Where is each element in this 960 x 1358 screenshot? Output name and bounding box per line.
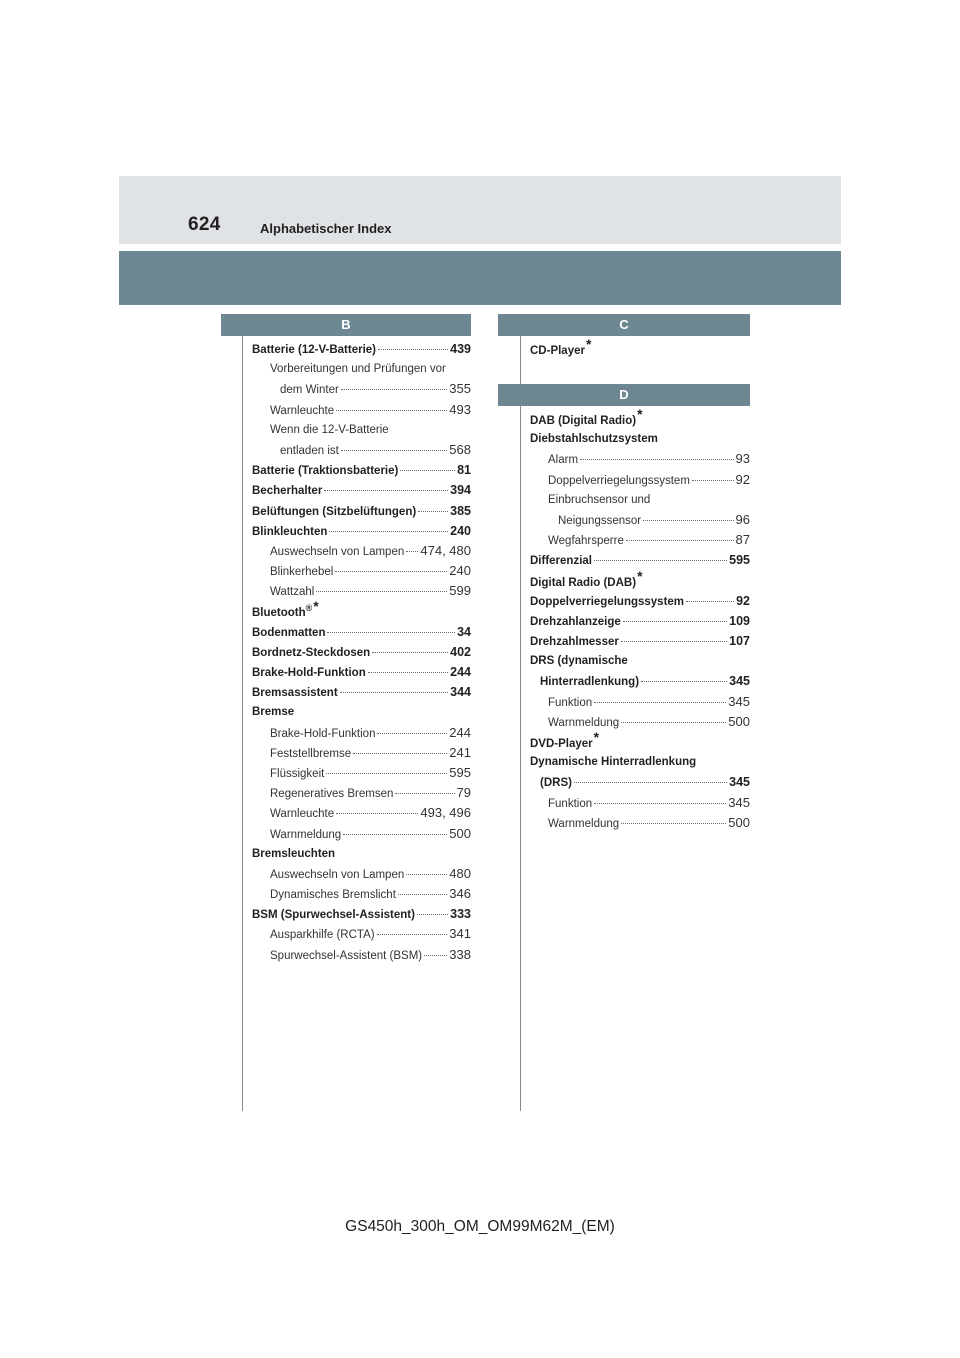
index-entry-label: Diebstahlschutzsystem bbox=[530, 433, 658, 446]
index-entry bbox=[530, 712, 750, 732]
index-entry bbox=[252, 844, 471, 864]
header-band bbox=[119, 176, 841, 244]
index-entry-page: 599 bbox=[449, 583, 471, 599]
index-entry-label: Doppelverriegelungssystem bbox=[530, 595, 685, 608]
index-entry bbox=[252, 904, 471, 924]
index-entry-page: 344 bbox=[450, 685, 471, 700]
index-entry-label: Bluetooth bbox=[252, 607, 306, 620]
index-entry-label: Warnleuchte bbox=[270, 808, 335, 821]
index-entry-label: (DRS) bbox=[540, 777, 572, 790]
dot-leader bbox=[316, 591, 447, 592]
index-entry bbox=[252, 379, 471, 399]
dot-leader bbox=[418, 511, 448, 512]
index-entry-page: 96 bbox=[735, 511, 750, 527]
footnote-star: * bbox=[637, 567, 643, 584]
index-entry-label: Bremse bbox=[252, 706, 295, 719]
index-entry bbox=[530, 752, 750, 772]
dot-leader bbox=[343, 834, 447, 835]
index-entry bbox=[252, 945, 471, 965]
dot-leader bbox=[353, 753, 447, 754]
index-entry-page: 345 bbox=[728, 794, 750, 810]
dot-leader bbox=[398, 894, 447, 895]
index-entry bbox=[252, 581, 471, 601]
index-entry-label: DVD-Player bbox=[530, 738, 593, 750]
dot-leader bbox=[324, 490, 448, 491]
dot-leader bbox=[377, 934, 448, 935]
index-list-b bbox=[252, 339, 471, 965]
dot-leader bbox=[326, 773, 447, 774]
index-entry-page: 93 bbox=[735, 451, 750, 467]
index-entry-page: 244 bbox=[449, 724, 471, 740]
dot-leader bbox=[594, 560, 727, 561]
dot-leader bbox=[368, 672, 448, 673]
dot-leader bbox=[580, 459, 734, 460]
index-entry bbox=[252, 521, 471, 541]
dot-leader bbox=[341, 389, 448, 390]
index-entry-label: Digital Radio (DAB) bbox=[530, 576, 637, 589]
index-entry-label: Doppelverriegelungssystem bbox=[548, 474, 690, 487]
dot-leader bbox=[335, 571, 447, 572]
index-entry-label: Neigungssensor bbox=[558, 514, 642, 527]
index-entry bbox=[252, 743, 471, 763]
right-column-rule bbox=[520, 314, 521, 1111]
dot-leader bbox=[641, 681, 727, 682]
dot-leader bbox=[372, 652, 448, 653]
index-entry bbox=[252, 682, 471, 702]
index-entry-label: Einbruchsensor und bbox=[548, 493, 651, 506]
index-entry-page: 92 bbox=[735, 471, 750, 487]
index-entry bbox=[530, 793, 750, 813]
index-entry bbox=[530, 567, 750, 591]
index-entry-label: Wenn die 12-V-Batterie bbox=[270, 423, 389, 436]
index-entry-page: 240 bbox=[450, 523, 471, 538]
index-entry-page: 568 bbox=[449, 441, 471, 457]
index-entry-page: 595 bbox=[449, 764, 471, 780]
index-entry bbox=[530, 336, 750, 359]
index-entry bbox=[252, 924, 471, 944]
index-entry-page: 500 bbox=[728, 713, 750, 729]
index-entry-label: Wegfahrsperre bbox=[548, 535, 624, 548]
index-entry bbox=[530, 429, 750, 449]
index-entry-label: Differenzial bbox=[530, 555, 592, 568]
index-entry bbox=[252, 420, 471, 440]
index-entry-label: Brake-Hold-Funktion bbox=[252, 667, 366, 679]
index-entry-page: 244 bbox=[450, 665, 471, 679]
left-column-rule bbox=[242, 314, 243, 1111]
index-entry-page: 480 bbox=[449, 865, 471, 881]
section-heading-d: D bbox=[498, 384, 750, 406]
dot-leader bbox=[621, 823, 726, 824]
header-title: Alphabetischer Index bbox=[260, 221, 392, 236]
index-entry-label: Batterie (Traktionsbatterie) bbox=[252, 465, 399, 478]
index-entry-label: Drehzahlmesser bbox=[530, 636, 619, 649]
index-entry-label: DAB (Digital Radio) bbox=[530, 415, 637, 427]
index-entry-page: 493 bbox=[449, 401, 471, 417]
index-entry-label: Warnmeldung bbox=[270, 828, 342, 841]
dot-leader bbox=[623, 621, 727, 622]
index-entry-label: Warnleuchte bbox=[270, 404, 335, 417]
index-entry bbox=[530, 470, 750, 490]
index-entry-label: Drehzahlanzeige bbox=[530, 615, 621, 628]
index-entry bbox=[530, 591, 750, 611]
index-entry bbox=[530, 611, 750, 631]
dot-leader bbox=[626, 540, 734, 541]
index-entry bbox=[252, 824, 471, 844]
index-entry-label: Becherhalter bbox=[252, 485, 323, 498]
dot-leader bbox=[692, 480, 734, 481]
index-entry bbox=[530, 772, 750, 792]
dot-leader bbox=[406, 551, 418, 552]
index-entry-label: Bordnetz-Steckdosen bbox=[252, 646, 371, 659]
index-entry-label: Auswechseln von Lampen bbox=[270, 868, 405, 881]
index-entry bbox=[252, 662, 471, 682]
dot-leader bbox=[378, 349, 448, 350]
dot-leader bbox=[341, 450, 447, 451]
document-code-footer: GS450h_300h_OM_OM99M62M_(EM) bbox=[345, 1218, 615, 1235]
index-entry-page: 107 bbox=[729, 634, 750, 649]
footnote-star: * bbox=[637, 406, 643, 422]
dot-leader bbox=[336, 813, 418, 814]
index-entry-label: Dynamische Hinterradlenkung bbox=[530, 756, 697, 769]
footnote-star: * bbox=[313, 598, 319, 615]
index-entry bbox=[252, 642, 471, 662]
index-entry bbox=[252, 884, 471, 904]
index-entry bbox=[530, 729, 750, 752]
index-entry-label: Brake-Hold-Funktion bbox=[270, 727, 376, 740]
index-entry-label: Hinterradlenkung) bbox=[540, 676, 640, 689]
section-heading-c: C bbox=[498, 314, 750, 336]
index-entry-label: Warnmeldung bbox=[548, 817, 620, 830]
index-entry-page: 345 bbox=[728, 693, 750, 709]
dot-leader bbox=[621, 722, 726, 723]
index-entry-page: 240 bbox=[449, 563, 471, 579]
index-entry-label: Vorbereitungen und Prüfungen vor bbox=[270, 363, 446, 376]
index-entry bbox=[530, 813, 750, 833]
index-list-c bbox=[530, 336, 750, 359]
index-entry bbox=[252, 339, 471, 359]
index-entry-label: Warnmeldung bbox=[548, 716, 620, 729]
index-entry-page: 241 bbox=[449, 744, 471, 760]
index-entry bbox=[252, 440, 471, 460]
index-entry bbox=[252, 561, 471, 581]
index-entry-label: Bremsassistent bbox=[252, 687, 338, 700]
dot-leader bbox=[424, 955, 447, 956]
index-entry bbox=[530, 692, 750, 712]
index-entry-label: Flüssigkeit bbox=[270, 767, 325, 780]
index-entry-label: entladen ist bbox=[280, 444, 339, 457]
index-entry-label: Blinkerhebel bbox=[270, 566, 334, 579]
index-entry bbox=[252, 359, 471, 379]
dot-leader bbox=[643, 520, 733, 521]
index-entry bbox=[530, 530, 750, 550]
dot-leader bbox=[377, 733, 447, 734]
index-entry bbox=[252, 501, 471, 521]
dot-leader bbox=[686, 601, 734, 602]
index-entry bbox=[530, 406, 750, 429]
index-entry-label: Ausparkhilfe (RCTA) bbox=[270, 929, 375, 942]
index-entry-label: Spurwechsel-Assistent (BSM) bbox=[270, 949, 423, 962]
index-entry-page: 81 bbox=[457, 463, 471, 478]
index-entry-page: 474, 480 bbox=[420, 542, 471, 558]
index-entry-label: Blinkleuchten bbox=[252, 525, 328, 538]
header-accent-band bbox=[119, 251, 841, 305]
index-entry-page: 333 bbox=[450, 907, 471, 922]
index-entry bbox=[530, 631, 750, 651]
index-entry-page: 385 bbox=[450, 503, 471, 518]
index-entry bbox=[252, 541, 471, 561]
index-entry bbox=[252, 763, 471, 783]
dot-leader bbox=[340, 692, 448, 693]
index-entry bbox=[252, 400, 471, 420]
index-entry bbox=[252, 803, 471, 823]
index-entry bbox=[252, 622, 471, 642]
index-entry-label: Belüftungen (Sitzbelüftungen) bbox=[252, 505, 417, 518]
index-entry-page: 341 bbox=[449, 926, 471, 942]
index-entry bbox=[530, 651, 750, 671]
index-entry-label: Feststellbremse bbox=[270, 747, 352, 760]
dot-leader bbox=[400, 470, 455, 471]
dot-leader bbox=[336, 410, 447, 411]
dot-leader bbox=[594, 702, 726, 703]
index-entry-label: Alarm bbox=[548, 454, 579, 467]
dot-leader bbox=[327, 632, 455, 633]
index-entry bbox=[530, 671, 750, 691]
index-entry bbox=[252, 864, 471, 884]
index-entry-page: 355 bbox=[449, 381, 471, 397]
index-entry bbox=[252, 723, 471, 743]
index-entry-page: 394 bbox=[450, 483, 471, 498]
index-entry-label: BSM (Spurwechsel-Assistent) bbox=[252, 909, 415, 922]
dot-leader bbox=[395, 793, 454, 794]
index-entry-page: 500 bbox=[728, 814, 750, 830]
index-entry bbox=[252, 480, 471, 500]
index-entry-page: 92 bbox=[736, 593, 750, 608]
index-entry-page: 345 bbox=[729, 775, 750, 790]
index-entry-label: Wattzahl bbox=[270, 586, 315, 599]
dot-leader bbox=[574, 782, 727, 783]
page-number: 624 bbox=[188, 214, 221, 235]
dot-leader bbox=[417, 914, 448, 915]
index-entry-label: Funktion bbox=[548, 797, 593, 810]
index-entry-label: Dynamisches Bremslicht bbox=[270, 889, 396, 902]
index-entry bbox=[530, 449, 750, 469]
index-entry-page: 346 bbox=[449, 886, 471, 902]
index-entry bbox=[252, 783, 471, 803]
index-entry bbox=[252, 460, 471, 480]
index-entry-page: 79 bbox=[456, 785, 471, 801]
index-entry-label: Funktion bbox=[548, 696, 593, 709]
dot-leader bbox=[406, 874, 447, 875]
index-entry-page: 402 bbox=[450, 644, 471, 659]
footnote-star: * bbox=[585, 336, 592, 352]
index-entry-page: 109 bbox=[729, 613, 750, 628]
index-list-d bbox=[530, 406, 750, 833]
index-entry-label: Bremsleuchten bbox=[252, 847, 336, 860]
index-entry-label: Auswechseln von Lampen bbox=[270, 545, 405, 558]
index-entry-page: 338 bbox=[449, 946, 471, 962]
section-heading-b: B bbox=[221, 314, 471, 336]
index-entry bbox=[530, 490, 750, 510]
dot-leader bbox=[594, 803, 726, 804]
index-entry-page: 595 bbox=[729, 553, 750, 568]
index-entry-label: Bodenmatten bbox=[252, 626, 326, 639]
index-entry-label: dem Winter bbox=[280, 384, 339, 397]
index-entry-label: Batterie (12-V-Batterie) bbox=[252, 344, 376, 356]
index-entry bbox=[530, 510, 750, 530]
index-entry bbox=[252, 598, 471, 621]
index-entry-page: 345 bbox=[729, 674, 750, 689]
index-entry-label: CD-Player bbox=[530, 345, 585, 357]
footnote-star: * bbox=[593, 729, 600, 745]
registered-mark: ® bbox=[305, 603, 313, 614]
dot-leader bbox=[329, 531, 448, 532]
index-entry-page: 500 bbox=[449, 825, 471, 841]
index-entry-page: 493, 496 bbox=[420, 805, 471, 821]
index-entry-label: DRS (dynamische bbox=[530, 655, 628, 668]
index-entry-page: 87 bbox=[735, 532, 750, 548]
index-entry-page: 439 bbox=[450, 342, 471, 356]
index-entry bbox=[252, 702, 471, 722]
dot-leader bbox=[621, 641, 727, 642]
index-entry-label: Regeneratives Bremsen bbox=[270, 788, 394, 801]
index-entry-page: 34 bbox=[457, 624, 471, 639]
